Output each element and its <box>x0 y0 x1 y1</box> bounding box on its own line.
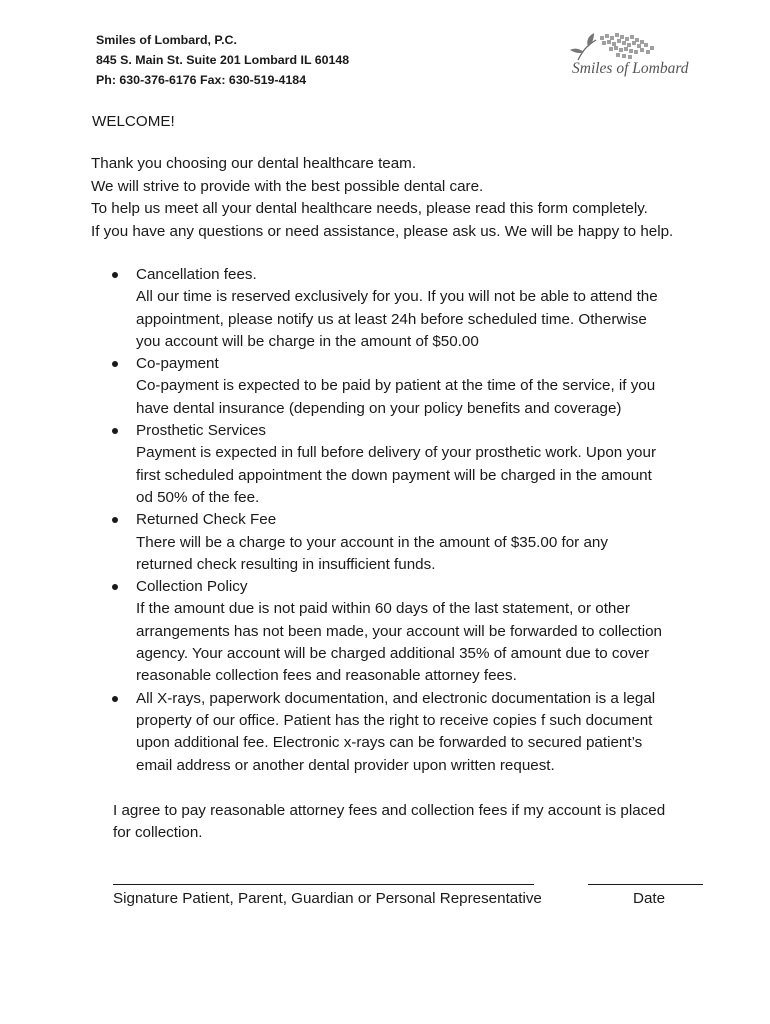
policy-text: All our time is reserved exclusively for you. If you will not be able to attend the <box>136 288 658 306</box>
signature-label: Signature Patient, Parent, Guardian or Personal Representative <box>113 890 542 907</box>
date-label: Date <box>633 890 666 907</box>
policy-text: first scheduled appointment the down payment will be charged in the amount <box>136 466 652 484</box>
intro-line: Thank you choosing our dental healthcare team. <box>91 155 417 172</box>
practice-address: 845 S. Main St. Suite 201 Lombard IL 60148 <box>96 53 350 67</box>
practice-header <box>96 30 349 90</box>
bullet-icon <box>112 428 118 434</box>
policy-text: upon additional fee. Electronic x-rays can be forwarded to secured patient’s <box>136 734 643 752</box>
policy-title: Cancellation fees. <box>136 266 257 283</box>
bullet-icon <box>112 696 118 702</box>
intro-line: We will strive to provide with the best possible dental care. <box>91 177 484 195</box>
welcome-heading: WELCOME! <box>92 113 175 130</box>
policy-prosthetic-services <box>136 420 716 509</box>
policy-text: returned check resulting in insufficient funds. <box>136 555 436 573</box>
policy-collection <box>136 576 716 687</box>
intro-line: To help us meet all your dental healthcare needs, please read this form completely. <box>91 200 648 218</box>
policy-text: reasonable collection fees and reasonable attorney fees. <box>136 667 517 685</box>
policy-text: There will be a charge to your account in the amount of $35.00 for any <box>136 533 608 551</box>
intro-line: If you have any questions or need assistance, please ask us. We will be happy to help. <box>91 222 674 240</box>
policy-cancellation-fees <box>136 264 716 353</box>
policy-text: Co-payment is expected to be paid by patient at the time of the service, if you <box>136 377 656 395</box>
bullet-icon <box>112 361 118 367</box>
agreement-paragraph <box>113 800 665 845</box>
policy-text: agency. Your account will be charged additional 35% of amount due to cover <box>136 645 650 663</box>
practice-phone-fax: Ph: 630-376-6176 Fax: 630-519-4184 <box>96 73 307 87</box>
policy-text: you account will be charge in the amount of $50.00 <box>136 332 479 350</box>
policy-text: If the amount due is not paid within 60 days of the last statement, or other <box>136 600 630 618</box>
agreement-line: I agree to pay reasonable attorney fees and collection fees if my account is placed <box>113 802 666 819</box>
policy-text: arrangements has not been made, your account will be forwarded to collection <box>136 622 662 640</box>
policy-list <box>136 264 716 777</box>
date-field[interactable] <box>588 884 703 885</box>
practice-logo <box>566 30 701 84</box>
bullet-icon <box>112 584 118 590</box>
bullet-icon <box>112 272 118 278</box>
policy-text: Payment is expected in full before delivery of your prosthetic work. Upon your <box>136 444 657 462</box>
policy-title: Collection Policy <box>136 578 248 596</box>
policy-text: All X-rays, paperwork documentation, and electronic documentation is a legal <box>136 689 656 707</box>
policy-text: property of our office. Patient has the right to receive copies f such document <box>136 711 653 729</box>
agreement-line: for collection. <box>113 824 203 842</box>
policy-title: Returned Check Fee <box>136 511 277 529</box>
policy-text: od 50% of the fee. <box>136 488 260 506</box>
policy-records-property <box>136 688 716 777</box>
flower-logo-icon <box>566 30 701 64</box>
policy-title: Prosthetic Services <box>136 422 266 440</box>
policy-text: appointment, please notify us at least 24h before scheduled time. Otherwise <box>136 310 647 328</box>
intro-paragraph <box>91 153 673 243</box>
policy-text: have dental insurance (depending on your policy benefits and coverage) <box>136 399 622 417</box>
policy-title: Co-payment <box>136 355 219 373</box>
practice-name: Smiles of Lombard, P.C. <box>96 33 237 47</box>
signature-field[interactable] <box>113 884 534 885</box>
policy-returned-check-fee <box>136 509 716 576</box>
logo-wordmark: Smiles of Lombard <box>572 60 689 77</box>
policy-co-payment <box>136 353 716 420</box>
bullet-icon <box>112 517 118 523</box>
policy-text: email address or another dental provider upon written request. <box>136 756 555 774</box>
